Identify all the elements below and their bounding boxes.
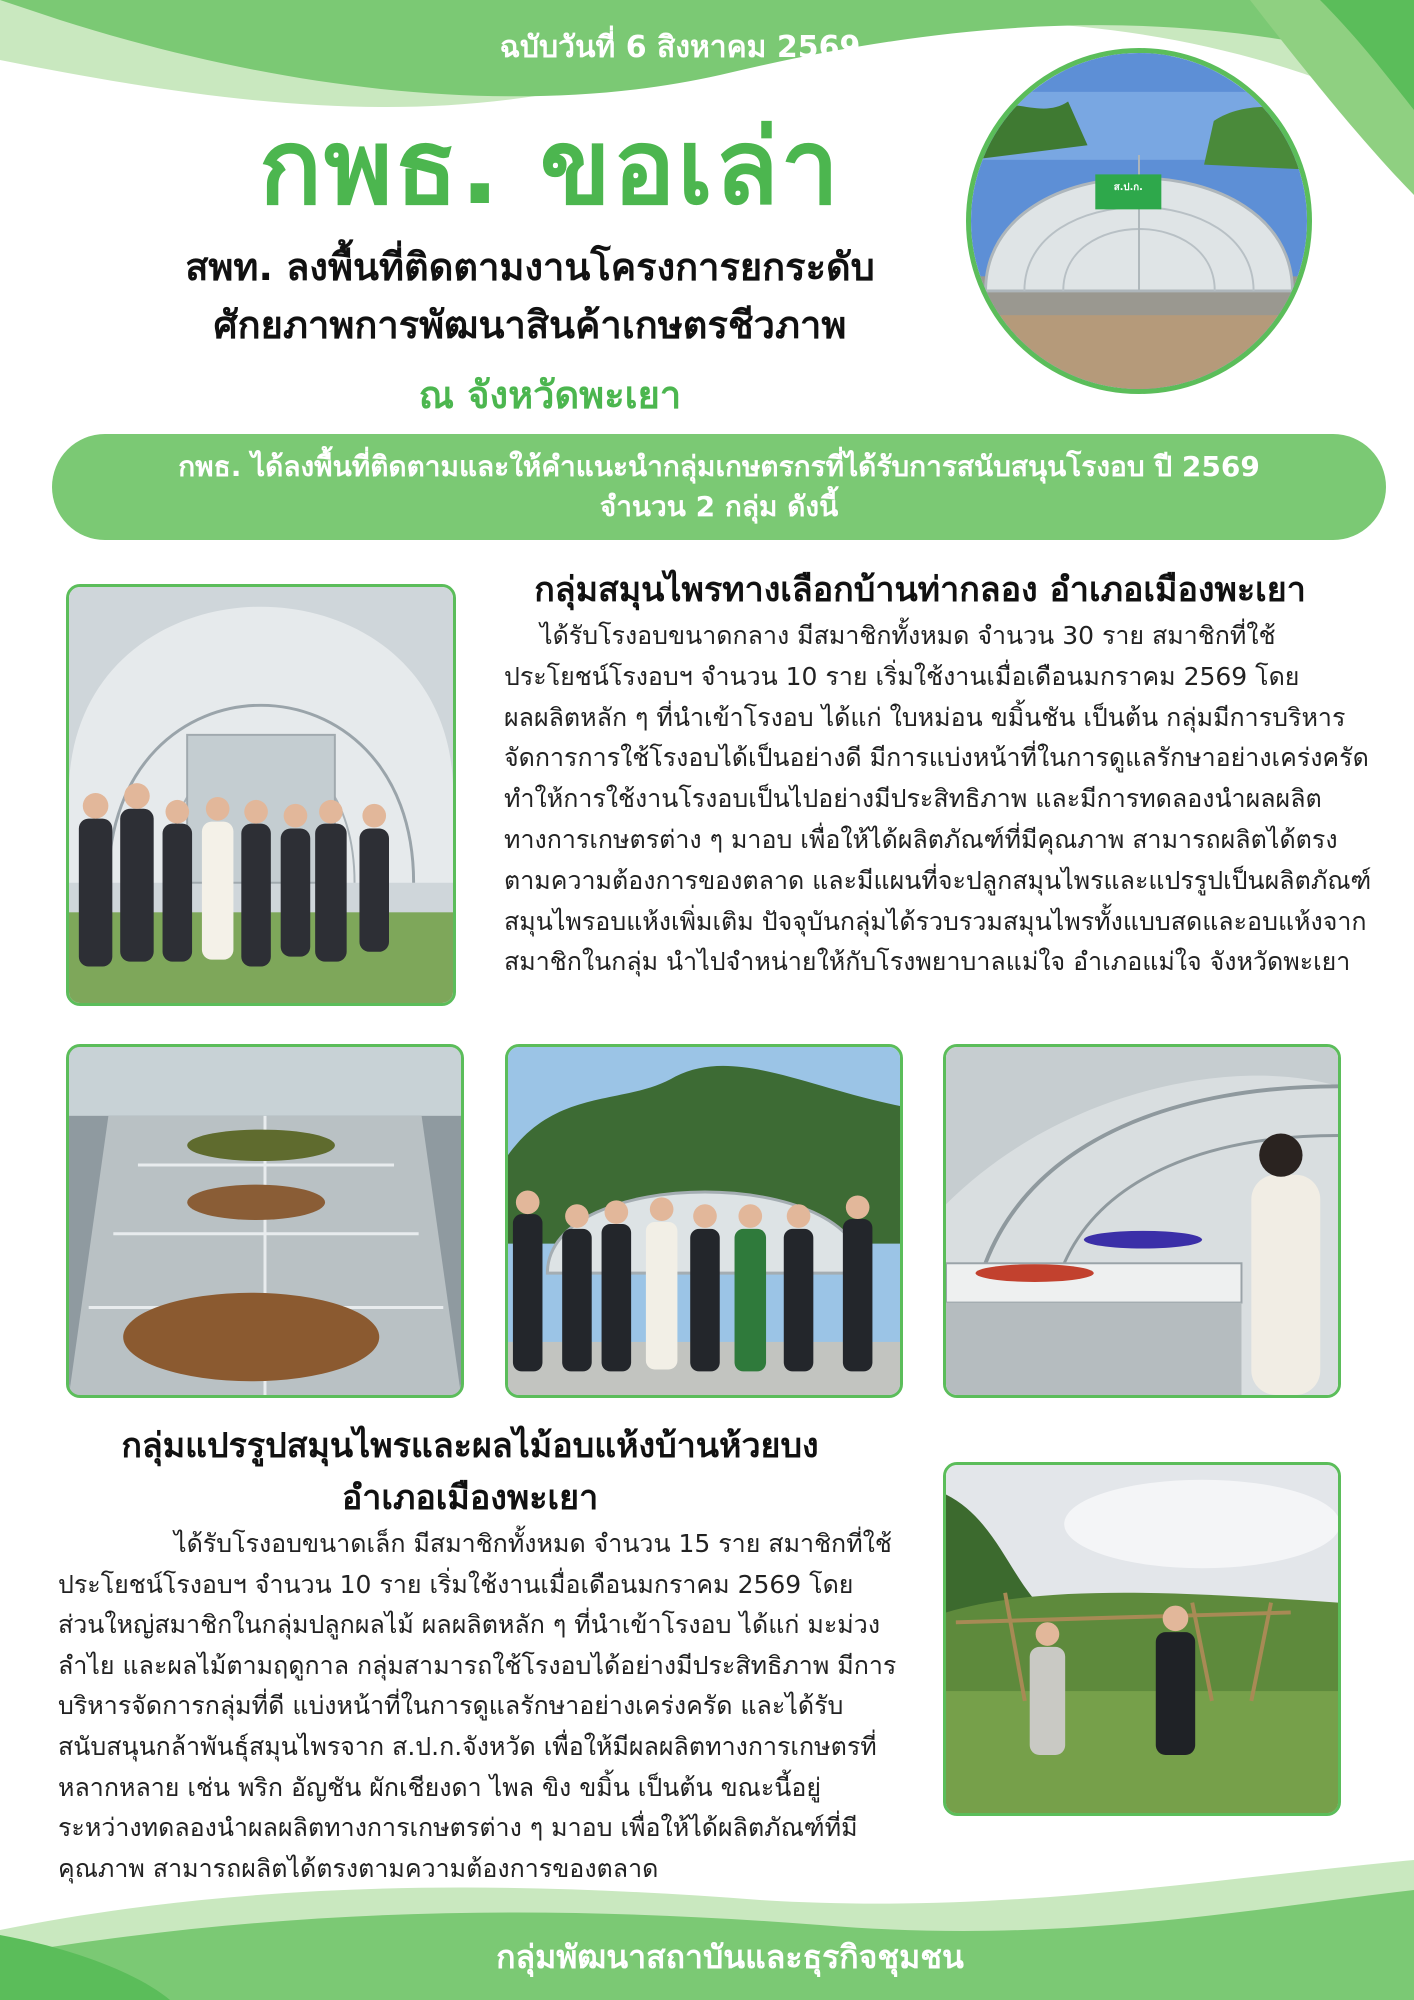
section1-body: ได้รับโรงอบขนาดกลาง มีสมาชิกทั้งหมด จำนวน 30 ราย สมาชิกที่ใช้ประโยชน์โรงอบฯ จำนวน 10 ราย เริ่มใช้งานเมื่อเดือนมกราคม 2569 โดยผลผลิตหลัก ๆ ที่นำเข้าโรงอบ ได้แก่ ใบหม่อน ขมิ้นชัน เป็นต้น กลุ่มมีการบริหารจัดการการใช้โรงอบได้เป็นอย่างดี มีการแบ่งหน้าที่ในการดูแลรักษาอย่างเคร่งครัด ทำให้การใช้งานโรงอบเป็นไปอย่างมีประสิทธิภาพ และมีการทดลองนำผลผลิตทางการเกษตรต่าง ๆ มาอบ เพื่อให้ได้ผลิตภัณฑ์ที่มีคุณภาพ สามารถผลิตได้ตรงตามความต้องการของตลาด และมีแผนที่จะปลูกสมุนไพรและแปรรูปเป็นผลิตภัณฑ์สมุนไพรอบแห้งเพิ่มเติม ปัจจุบันกลุ่มได้รวบรวมสมุนไพรทั้งแบบสดและอบแห้งจากสมาชิกในกลุ่ม นำไปจำหน่ายให้กับโรงพยาบาลแม่ใจ อำเภอแม่ใจ จังหวัดพะเยา xyxy=(504,621,1372,977)
intro-banner xyxy=(52,434,1386,540)
footer-department: กลุ่มพัฒนาสถาบันและธุรกิจชุมชน xyxy=(496,1938,964,1976)
section2-heading-line-1: กลุ่มแปรรูปสมุนไพรและผลไม้อบแห้งบ้านห้วยบง xyxy=(121,1426,819,1466)
location-label: ณ จังหวัดพะเยา xyxy=(418,373,682,417)
hero-greenhouse-photo xyxy=(966,48,1312,394)
section1-heading: กลุ่มสมุนไพรทางเลือกบ้านท่ากลอง อำเภอเมืองพะเยา xyxy=(534,570,1306,610)
section2-body: ได้รับโรงอบขนาดเล็ก มีสมาชิกทั้งหมด จำนวน 15 ราย สมาชิกที่ใช้ประโยชน์โรงอบฯ จำนวน 10 ราย เริ่มใช้งานเมื่อเดือนมกราคม 2569 โดยส่วนใหญ่สมาชิกในกลุ่มปลูกผลไม้ ผลผลิตหลัก ๆ ที่นำเข้าโรงอบ ได้แก่ มะม่วง ลำไย และผลไม้ตามฤดูกาล กลุ่มสามารถใช้โรงอบได้อย่างมีประสิทธิภาพ มีการบริหารจัดการกลุ่มที่ดี แบ่งหน้าที่ในการดูแลรักษาอย่างเคร่งครัด และได้รับสนับสนุนกล้าพันธุ์สมุนไพรจาก ส.ป.ก.จังหวัด เพื่อให้มีผลผลิตทางการเกษตรที่หลากหลาย เช่น พริก อัญชัน ผักเชียงดา ไพล ขิง ขมิ้น เป็นต้น ขณะนี้อยู่ระหว่างทดลองนำผลผลิตทางการเกษตรต่าง ๆ มาอบ เพื่อให้ได้ผลิตภัณฑ์ที่มีคุณภาพ สามารถผลิตได้ตรงตามความต้องการของตลาด xyxy=(58,1529,897,1883)
intro-banner-line-2: จำนวน 2 กลุ่ม ดังนี้ xyxy=(599,490,839,523)
newsletter-title: กพธ. ขอเล่า xyxy=(259,106,841,228)
section2-heading-line-2: อำเภอเมืองพะเยา xyxy=(341,1478,599,1518)
headline-line-2: ศักยภาพการพัฒนาสินค้าเกษตรชีวภาพ xyxy=(213,303,847,347)
headline-line-1: สพท. ลงพื้นที่ติดตามงานโครงการยกระดับ xyxy=(185,245,875,289)
headline xyxy=(110,238,950,354)
group-photo-tha-klong xyxy=(66,584,456,1006)
drying-racks-photo xyxy=(66,1044,464,1398)
herb-garden-photo xyxy=(943,1462,1341,1816)
section2-heading xyxy=(60,1420,880,1524)
intro-banner-line-1: กพธ. ได้ลงพื้นที่ติดตามและให้คำแนะนำกลุ่มเกษตรกรที่ได้รับการสนับสนุนโรงอบ ปี 2569 xyxy=(178,450,1260,483)
drying-trays-inspection-photo xyxy=(943,1044,1341,1398)
edition-date: ฉบับวันที่ 6 สิงหาคม 2569 xyxy=(499,30,861,65)
members-at-greenhouse-photo xyxy=(505,1044,903,1398)
hero-sign-text: ส.ป.ก. xyxy=(1113,181,1143,193)
